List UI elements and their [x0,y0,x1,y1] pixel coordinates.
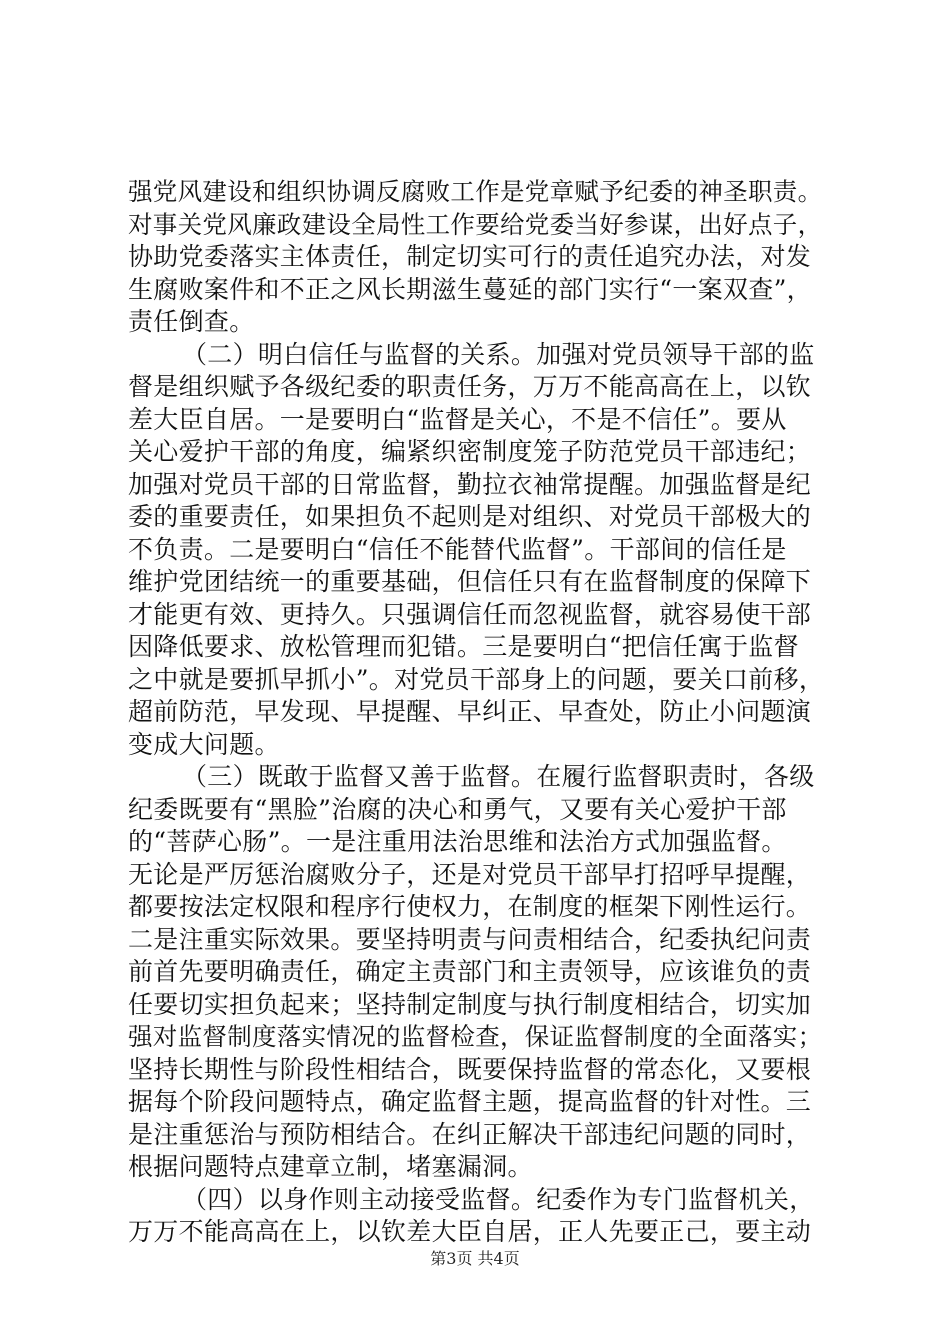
text-line: 强对监督制度落实情况的监督检查，保证监督制度的全面落实； [128,1022,823,1051]
paragraph-start-line: （二）明白信任与监督的关系。加强对党员领导干部的监 [182,339,815,369]
text-line: 都要按法定权限和程序行使权力，在制度的框架下刚性运行。 [128,892,812,921]
paragraph-start-line: （四）以身作则主动接受监督。纪委作为专门监督机关， [182,1184,815,1214]
text-line: 无论是严厉惩治腐败分子，还是对党员干部早打招呼早提醒， [128,859,812,889]
text-line: 不负责。二是要明白“信任不能替代监督”。干部间的信任是 [128,534,787,564]
text-line: 因降低要求、放松管理而犯错。三是要明白“把信任寓于监督 [128,632,799,661]
text-line: 之中就是要抓早抓小”。对党员干部身上的问题，要关口前移， [128,664,825,694]
text-line: 生腐败案件和不正之风长期滋生蔓延的部门实行“一案双查”， [128,274,812,304]
text-line: 据每个阶段问题特点，确定监督主题，提高监督的针对性。三 [128,1087,812,1116]
text-line: 超前防范，早发现、早提醒、早纠正、早查处，防止小问题演 [128,697,812,726]
text-line: 强党风建设和组织协调反腐败工作是党章赋予纪委的神圣职责。 [128,177,823,206]
text-line: 对事关党风廉政建设全局性工作要给党委当好参谋，出好点子， [128,209,823,239]
paragraph-start-line: （三）既敢于监督又善于监督。在履行监督职责时，各级 [182,762,815,791]
text-line: 才能更有效、更持久。只强调信任而忽视监督，就容易使干部 [128,599,812,629]
text-line: 关心爱护干部的角度，编紧织密制度笼子防范党员干部违纪； [128,437,812,466]
text-line: 维护党团结统一的重要基础，但信任只有在监督制度的保障下 [128,567,812,596]
text-line: 是注重惩治与预防相结合。在纠正解决干部违纪问题的同时， [128,1119,812,1149]
text-line: 前首先要明确责任，确定主责部门和主责领导，应该谁负的责 [128,957,812,986]
text-line: 协助党委落实主体责任，制定切实可行的责任追究办法，对发 [128,242,812,271]
text-line: 坚持长期性与阶段性相结合，既要保持监督的常态化，又要根 [128,1054,812,1084]
page-footer: 第3页 共4页 [430,1249,520,1268]
text-line: 根据问题特点建章立制，堵塞漏洞。 [128,1152,533,1181]
text-line: 万万不能高高在上，以钦差大臣自居，正人先要正己，要主动 [128,1217,812,1246]
text-line: 责任倒查。 [128,307,255,336]
text-line: 加强对党员干部的日常监督，勤拉衣袖常提醒。加强监督是纪 [128,469,812,499]
text-line: 二是注重实际效果。要坚持明责与问责相结合，纪委执纪问责 [128,924,812,954]
text-line: 委的重要责任，如果担负不起则是对组织、对党员干部极大的 [128,502,812,531]
text-line: 任要切实担负起来；坚持制定制度与执行制度相结合，切实加 [128,989,812,1019]
text-line: 差大臣自居。一是要明白“监督是关心，不是不信任”。要从 [128,404,787,434]
document-body [128,176,828,1249]
text-line: 变成大问题。 [128,729,280,759]
text-line: 的“菩萨心肠”。一是注重用法治思维和法治方式加强监督。 [128,827,787,856]
text-line: 督是组织赋予各级纪委的职责任务，万万不能高高在上，以钦 [128,372,812,401]
text-line: 纪委既要有“黑脸”治腐的决心和勇气，又要有关心爱护干部 [128,794,787,824]
